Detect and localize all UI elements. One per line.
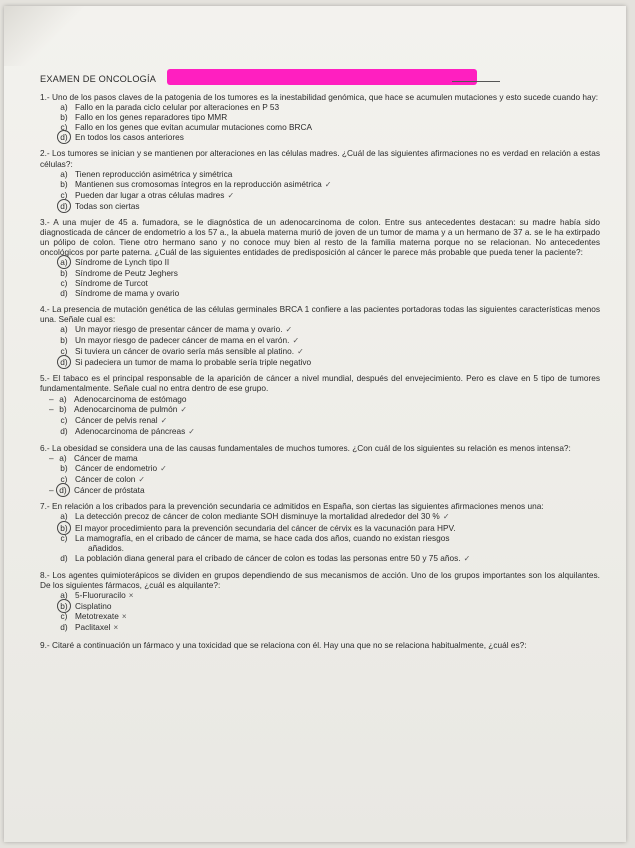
question-5 (40, 373, 600, 437)
circled-answer-letter: d) (58, 357, 70, 367)
question-text: 4.- La presencia de mutación genética de las células germinales BRCA 1 confiere a las pacientes portadoras todas las siguientes características menos una. Señale cual es: (40, 303, 600, 324)
option-text-continuation (58, 543, 600, 553)
option-text: Si tuviera un cáncer de ovario sería más sensible al platino. (75, 346, 295, 357)
answer-options (58, 324, 600, 367)
exam-title: EXAMEN DE ONCOLOGÍA (40, 74, 157, 84)
question-3 (40, 217, 600, 298)
answer-option[interactable] (58, 324, 600, 335)
exam-content (40, 74, 600, 656)
option-text: Tienen reproducción asimétrica y simétrica (75, 168, 233, 179)
answer-option[interactable] (58, 533, 600, 543)
question-list (40, 92, 600, 650)
handwritten-check-icon: ✓ (180, 404, 188, 414)
answer-option[interactable] (58, 122, 600, 132)
option-text: Si padeciera un tumor de mama lo probable sería triple negativo (75, 357, 312, 368)
handwritten-check-icon: ✓ (292, 336, 300, 346)
answer-option[interactable] (58, 601, 600, 611)
option-text: Fallo en los genes que evitan acumular mutaciones como BRCA (75, 122, 313, 133)
option-text-extra: añadidos. (88, 542, 124, 553)
answer-option[interactable] (58, 257, 600, 267)
handwritten-cross-icon: × (128, 591, 134, 601)
option-letter: d) (60, 622, 68, 633)
handwritten-cross-icon: × (121, 612, 127, 622)
option-text: Fallo en la parada ciclo celular por alteraciones en P 53 (75, 102, 280, 113)
circled-answer-letter: a) (58, 257, 70, 267)
answer-option[interactable] (58, 346, 600, 357)
option-letter: a) (59, 393, 67, 404)
question-text: 6.- La obesidad se considera una de las causas fundamentales de muchos tumores. ¿Con cuál de los siguientes su relación es menos intensa?: (40, 442, 571, 453)
option-text: Todas son ciertas (75, 200, 140, 211)
question-9 (40, 640, 600, 650)
option-text: En todos los casos anteriores (75, 132, 184, 143)
option-letter: b) (59, 403, 67, 414)
circled-answer-letter: b) (58, 601, 70, 611)
answer-option[interactable] (58, 523, 600, 533)
circled-answer-letter: d) (58, 201, 70, 211)
question-8 (40, 570, 600, 634)
option-text: La detección precoz de cáncer de colon mediante SOH disminuye la mortalidad alrededor del 30 % (75, 511, 440, 522)
question-text: 1.- Uno de los pasos claves de la patogenia de los tumores es la inestabilidad genómica, que hace se acumulen mutaciones y esto sucede cuando hay: (40, 92, 599, 102)
handwritten-dash-mark: – (49, 453, 54, 463)
handwritten-check-icon: ✓ (324, 179, 332, 189)
handwritten-check-icon: ✓ (160, 464, 167, 474)
answer-option[interactable] (58, 288, 600, 298)
question-2 (40, 148, 600, 211)
answer-options (58, 257, 600, 297)
answer-option[interactable] (58, 590, 600, 601)
option-text: Adenocarcinoma de páncreas (75, 425, 186, 436)
option-letter: b) (60, 463, 68, 474)
option-text: Cáncer de próstata (74, 485, 145, 496)
option-text: La mamografía, en el cribado de cáncer de mama, se hace cada dos años, cuando no existan riesgos (75, 532, 450, 543)
option-text: Síndrome de Turcot (75, 277, 148, 288)
option-text: Metotrexate (75, 611, 119, 622)
answer-option[interactable] (58, 415, 600, 426)
option-letter: a) (59, 453, 67, 463)
option-letter: c) (60, 189, 68, 200)
answer-options (58, 169, 600, 211)
option-text: Síndrome de Lynch tipo II (75, 257, 170, 268)
option-text: Cáncer de colon (75, 474, 136, 485)
option-letter: c) (60, 414, 68, 425)
option-letter: a) (60, 102, 68, 113)
question-1 (40, 92, 600, 142)
option-text: Un mayor riesgo de padecer cáncer de mama en el varón. (75, 335, 290, 346)
option-letter: d) (60, 552, 68, 563)
handwritten-check-icon: ✓ (463, 553, 471, 563)
question-6 (40, 443, 600, 495)
handwritten-check-icon: ✓ (188, 426, 195, 436)
answer-options (58, 511, 600, 563)
option-text: Adenocarcinoma de estómago (74, 393, 187, 404)
answer-option[interactable] (58, 268, 600, 278)
circled-answer-letter: d) (57, 485, 69, 495)
answer-options (58, 102, 600, 142)
handwritten-check-icon: ✓ (138, 475, 146, 485)
exam-header (40, 74, 600, 88)
question-7 (40, 501, 600, 564)
handwritten-check-icon: ✓ (227, 190, 235, 200)
handwritten-check-icon: ✓ (442, 512, 450, 522)
handwritten-dash-mark: – (49, 403, 54, 414)
question-text: 7.- En relación a los cribados para la prevención secundaria ce admitidos en España, son ciertas las siguientes afirmaciones menos una: (40, 501, 544, 512)
answer-option[interactable] (58, 511, 600, 522)
answer-option[interactable] (58, 622, 600, 633)
exam-sheet (4, 6, 626, 842)
question-text: 3.- A una mujer de 45 a. fumadora, se le diagnóstica de un adenocarcinoma de colon. Entre sus antecedentes destacan: su madre había sido diagnosticada de cáncer de endometrio a los 57 a., la abuela materna murió de joven de un tumor de mama y a un hermano de 37 a. se le ha extirpado un pólipo de colon. Tiene otro hermano sano y no conoce muy bien al resto de la familia materna porque no se relacionan. No antecedentes oncológicos por parte paterna. ¿Cuál de las siguientes entidades de predisposición al cáncer le parece más probable que pueda tener la paciente?: (40, 217, 600, 258)
answer-options (49, 393, 600, 437)
option-letter: c) (60, 474, 68, 485)
option-letter: a) (60, 323, 68, 334)
answer-option[interactable] (58, 169, 600, 179)
answer-option[interactable] (58, 426, 600, 437)
answer-option[interactable] (49, 403, 600, 415)
answer-option[interactable] (58, 553, 600, 564)
circled-answer-letter: d) (58, 132, 70, 142)
option-text: 5-Fluoruracilo (75, 590, 126, 601)
redaction-mark (167, 69, 477, 85)
answer-option[interactable] (58, 463, 600, 474)
question-4 (40, 304, 600, 368)
question-text: 8.- Los agentes quimioterápicos se dividen en grupos dependiendo de sus mecanismos de acción. Uno de los grupos importantes son los alquilantes. De los siguientes fármacos, ¿cuál es alquilante?: (40, 569, 600, 591)
option-text: Cáncer de mama (74, 453, 138, 463)
option-letter: d) (60, 287, 68, 298)
handwritten-dash-mark: – (49, 485, 54, 496)
answer-option[interactable] (58, 357, 600, 367)
option-letter: a) (60, 511, 68, 522)
handwritten-dash-mark: – (49, 393, 54, 404)
handwritten-check-icon: ✓ (297, 347, 304, 357)
answer-option[interactable] (58, 132, 600, 142)
option-letter: c) (60, 532, 68, 543)
answer-option[interactable] (58, 179, 600, 190)
answer-option[interactable] (49, 393, 600, 404)
option-letter: c) (60, 277, 68, 288)
option-text: La población diana general para el cribado de cáncer de colon es todas las personas entre 50 y 75 años. (75, 552, 461, 563)
answer-option[interactable] (58, 278, 600, 288)
circled-answer-letter: b) (58, 523, 70, 533)
option-letter: b) (60, 267, 68, 278)
answer-option[interactable] (58, 335, 600, 346)
handwritten-check-icon: ✓ (285, 324, 293, 334)
option-letter: c) (60, 122, 68, 133)
answer-options (58, 590, 600, 633)
answer-option[interactable] (58, 102, 600, 112)
answer-option[interactable] (58, 474, 600, 485)
question-text: 2.- Los tumores se inician y se mantienen por alteraciones en las células madres. ¿Cuál de las siguientes afirmaciones no es verdad en relación a estas células?: (40, 148, 600, 169)
answer-option[interactable] (58, 112, 600, 122)
question-text: 5.- El tabaco es el principal responsable de la aparición de cáncer a nivel mundial, después del envejecimiento. Pero es clave en 5 tipo de tumores fundamentalmente. Señale cual no entra dentro de ese grupo. (40, 373, 600, 394)
answer-option[interactable] (49, 485, 600, 496)
option-letter: b) (60, 335, 68, 346)
option-text: Cáncer de pelvis renal (75, 414, 158, 425)
question-text: 9.- Citaré a continuación un fármaco y una toxicidad que se relaciona con él. Hay una que no se relaciona habitualmente, ¿cuál es?: (40, 639, 527, 650)
option-text: Síndrome de Peutz Jeghers (75, 267, 178, 278)
handwritten-cross-icon: × (113, 623, 119, 633)
option-letter: d) (60, 425, 68, 436)
option-text: Síndrome de mama y ovario (75, 287, 180, 298)
option-text: Paclitaxel (75, 622, 111, 633)
option-letter: c) (60, 346, 68, 357)
option-letter: c) (60, 611, 68, 622)
option-text: Adenocarcinoma de pulmón (74, 403, 178, 414)
answer-option[interactable] (58, 611, 600, 622)
answer-options (49, 453, 600, 496)
option-text: Fallo en los genes reparadores tipo MMR (75, 112, 228, 123)
option-letter: b) (60, 112, 68, 123)
option-letter: a) (60, 168, 68, 179)
option-text: Pueden dar lugar a otras células madres (75, 189, 225, 200)
option-text: El mayor procedimiento para la prevención secundaria del cáncer de cérvix es la vacunación para HPV. (75, 522, 456, 533)
option-text: Mantienen sus cromosomas íntegros en la reproducción asimétrica (75, 178, 322, 189)
answer-option[interactable] (58, 190, 600, 201)
option-text: Cáncer de endometrio (75, 463, 158, 474)
option-text: Un mayor riesgo de presentar cáncer de mama y ovario. (75, 323, 283, 334)
name-line (452, 81, 500, 82)
paper-fold-shadow (4, 6, 94, 66)
answer-option[interactable] (58, 201, 600, 211)
answer-option[interactable] (49, 453, 600, 463)
option-letter: b) (60, 178, 68, 189)
handwritten-check-icon: ✓ (160, 415, 168, 425)
option-letter: a) (60, 590, 68, 601)
option-text: Cisplatino (75, 601, 112, 612)
